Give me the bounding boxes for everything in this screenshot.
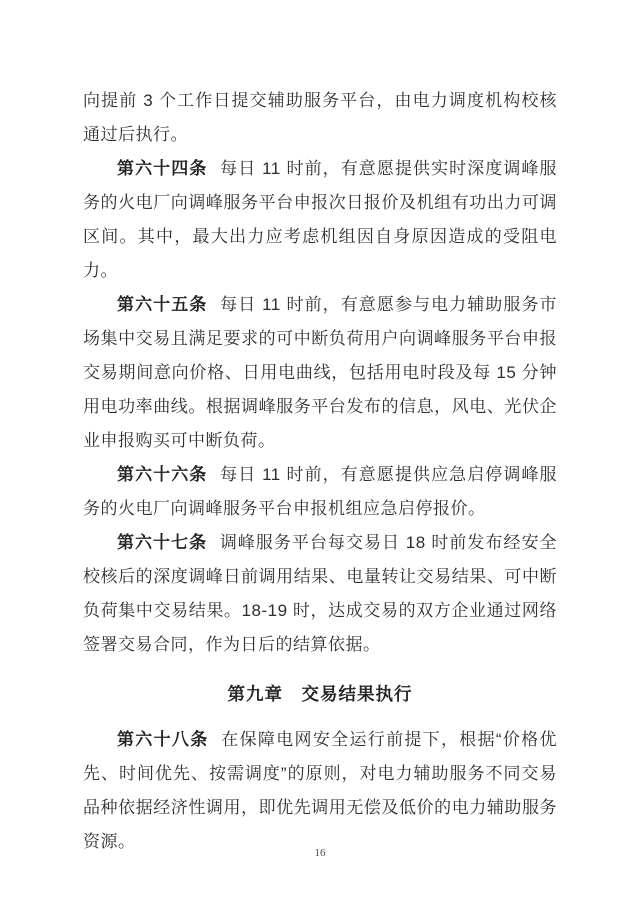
document-body (83, 84, 557, 859)
article-64-label: 第六十四条 (117, 159, 208, 178)
paragraph-continuation (83, 84, 557, 152)
article-66-text: 每日 11 时前，有意愿提供应急启停调峰服务的火电厂向调峰服务平台申报机组应急启停报价。 (83, 465, 558, 518)
article-65 (83, 288, 557, 458)
article-66 (83, 458, 557, 526)
article-68-text: 在保障电网安全运行前提下，根据“价格优先、时间优先、按需调度”的原则，对电力辅助服务不同交易品种依据经济性调用，即优先调用无偿及低价的电力辅助服务资源。 (83, 730, 557, 851)
article-65-text: 每日 11 时前，有意愿参与电力辅助服务市场集中交易且满足要求的可中断负荷用户向调峰服务平台申报交易期间意向价格、日用电曲线，包括用电时段及每 15 分钟用电功率曲线。根据调峰服务平台发布的信息，风电、光伏企业申报购买可中断负荷。 (83, 295, 558, 450)
article-64 (83, 152, 557, 288)
article-64-text: 每日 11 时前，有意愿提供实时深度调峰服务的火电厂向调峰服务平台申报次日报价及机组有功出力可调区间。其中，最大出力应考虑机组因自身原因造成的受阻电力。 (83, 159, 558, 280)
article-67-text: 调峰服务平台每交易日 18 时前发布经安全校核后的深度调峰日前调用结果、电量转让交易结果、可中断负荷集中交易结果。18-19 时，达成交易的双方企业通过网络签署交易合同，作为日后的结算依据。 (83, 533, 558, 654)
article-68-label: 第六十八条 (117, 730, 209, 749)
paragraph-continuation-text: 向提前 3 个工作日提交辅助服务平台，由电力调度机构校核通过后执行。 (83, 91, 557, 144)
article-67-label: 第六十七条 (117, 533, 208, 552)
article-67 (83, 526, 557, 662)
page-number: 16 (314, 847, 326, 859)
article-68 (83, 723, 557, 859)
article-66-label: 第六十六条 (117, 465, 208, 484)
chapter-heading: 第九章 交易结果执行 (227, 684, 413, 704)
article-65-label: 第六十五条 (117, 295, 208, 314)
